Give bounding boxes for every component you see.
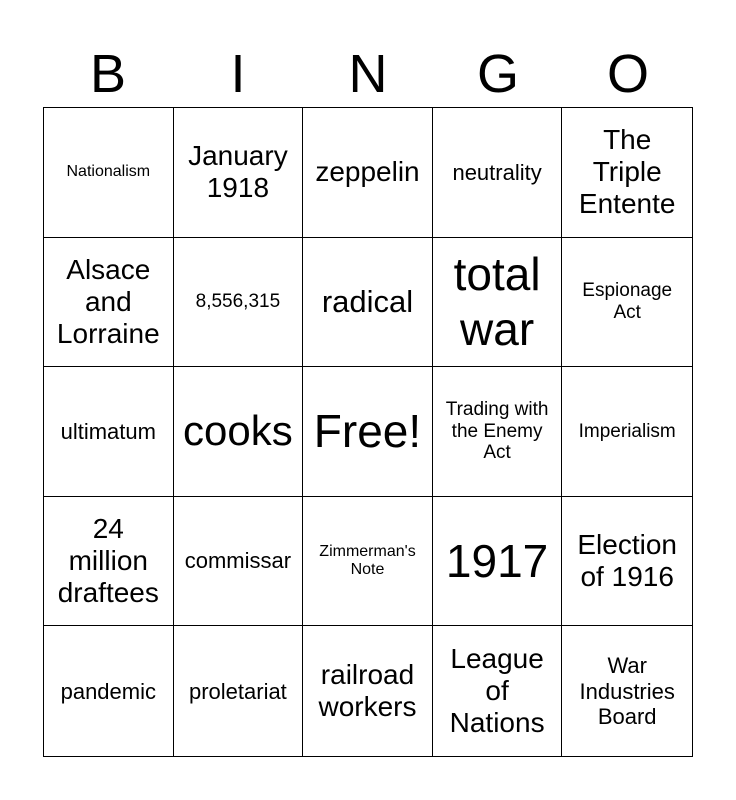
bingo-cell[interactable]: total war (433, 238, 563, 368)
bingo-cell[interactable]: proletariat (174, 626, 304, 756)
bingo-cell[interactable]: Election of 1916 (562, 497, 692, 627)
bingo-cell[interactable]: radical (303, 238, 433, 368)
bingo-cell[interactable]: Alsace and Lorraine (44, 238, 174, 368)
bingo-cell[interactable]: Imperialism (562, 367, 692, 497)
header-letter-o: O (606, 44, 649, 104)
bingo-cell[interactable]: commissar (174, 497, 304, 627)
bingo-cell[interactable]: zeppelin (303, 108, 433, 238)
header-letter-b: B (89, 44, 127, 104)
bingo-cell[interactable]: Nationalism (44, 108, 174, 238)
header-letter-i: I (230, 44, 246, 104)
bingo-cell[interactable]: railroad workers (303, 626, 433, 756)
free-space-cell[interactable]: Free! (303, 367, 433, 497)
bingo-cell[interactable]: Zimmerman's Note (303, 497, 433, 627)
bingo-cell[interactable]: neutrality (433, 108, 563, 238)
bingo-cell[interactable]: League of Nations (433, 626, 563, 756)
bingo-cell[interactable]: War Industries Board (579, 653, 675, 729)
bingo-board (43, 107, 693, 757)
bingo-cell[interactable]: Espionage Act (562, 238, 692, 368)
bingo-cell[interactable]: ultimatum (44, 367, 174, 497)
header-letter-n: N (348, 44, 388, 104)
bingo-cell[interactable]: pandemic (44, 626, 174, 756)
bingo-cell[interactable]: 1917 (433, 497, 563, 627)
bingo-cell[interactable]: The Triple Entente (562, 108, 692, 238)
bingo-cell[interactable]: cooks (174, 367, 304, 497)
bingo-cell[interactable]: January 1918 (174, 108, 304, 238)
header-letter-g: G (476, 44, 519, 104)
bingo-cell[interactable]: 8,556,315 (174, 238, 304, 368)
bingo-header (43, 40, 693, 108)
bingo-cell[interactable]: Trading with the Enemy Act (433, 367, 563, 497)
bingo-cell[interactable]: 24 million draftees (44, 497, 174, 627)
